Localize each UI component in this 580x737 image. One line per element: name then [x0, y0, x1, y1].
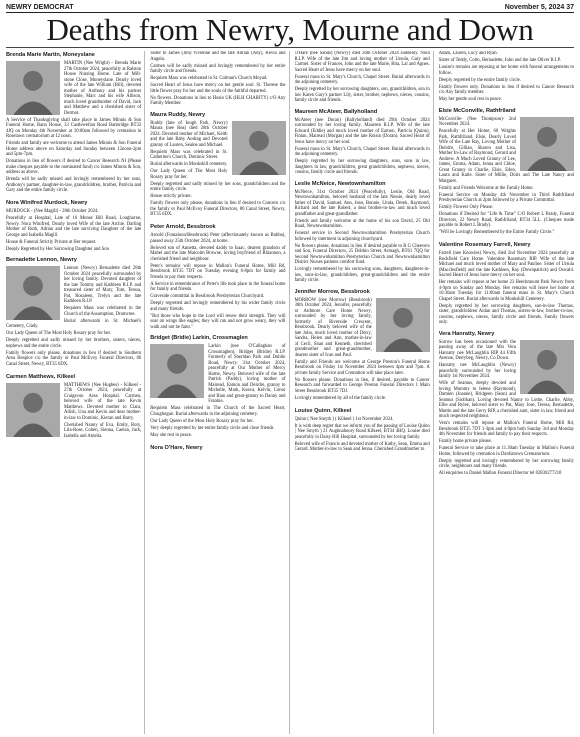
notice-text: Peacefully at Her Home, 60 Wrights Park, Rathfriland. Elsie, Dearly Loved Wife of the Late Ray, Loving Mother of Deirdre, Gillian, Sharon and Lisa, Mother In-Law of Raymond, Gerard and Andrew. A Much Loved Granny of Lee, James, Emma, Adam, Jenna and Chloe, Great Granny to Charlie, Elsie, Eden, Laura and Katie. Sister of Millie, Doris and The Late Nancy and Margaret.: [438, 129, 574, 184]
notice-text: Our Lady Queen of The Most Holy Rosary pray for her.: [150, 169, 228, 180]
notice-text: Lennon (Newry) Bernadette died 28th October 2024 peacefully surrounded by her loving family. Devoted daughter of the late Tommy and Kathleen R.I.P. and treasured sister of Mary, Tom, Teresa, Pat, Rosaleen, Trelyn and the late Kathleen R.I.P.: [64, 266, 142, 304]
notice-text: Friends and family are welcome to attend James Minnis & Son Funeral Home address above on Saturday and Sunday between 12noon-2pm and 5pm-7pm.: [6, 141, 142, 157]
obituary-notice: [439, 51, 574, 103]
notice-name: Bernadette Lennon, Newry: [6, 257, 77, 263]
notice-text: Beloved son of Annetta, devoted daddy to Isaac, dearest grandson of Mabel and the late Malcolm Browne, loving boyfriend of Rhiannon, a cherished friend and neighbour.: [150, 245, 286, 262]
obituary-notice: [150, 444, 285, 452]
notice-name: Vera Hanratty, Newry: [438, 330, 495, 337]
obituary-notice: [6, 199, 141, 252]
obituary-notice: [6, 373, 141, 441]
notice-text: MURDOCK - (Nee Magill) - 28th October 2024.: [6, 209, 99, 214]
notice-text: Lovingly remembered by his sorrowing sons, daughters, daughters-in-law, sons-in-law, grandchildren, great-grandchildren and the entire family circle.: [294, 267, 430, 283]
notice-text: Peter's remains will repose in Mallon's Funeral Home, Mill Rd, Bessbrook BT35 7DT on Tuesday evening 6-8pm for family and friends to pay their respects.: [150, 263, 286, 280]
page-number: 37: [566, 4, 574, 11]
notice-text: Deeply Regretted by Her Sorrowing Daughter and Son: [6, 246, 109, 252]
notice-text: Very deeply regretted by her entire family circle and close friends.: [150, 425, 275, 431]
notice-text: Carmen will be sadly missed and lovingly remembered by her entire family circle and friends.: [150, 63, 286, 74]
notice-text: Deeply regretted and lovingly remembered by his wider family circle and many friends.: [150, 301, 286, 312]
notice-text: May her gentle soul rest in peace.: [438, 97, 502, 102]
obituary-columns: [6, 51, 574, 734]
notice-text: Requiem Mass was celebrated in the Church of the Assumption, Drumcree.: [64, 306, 142, 317]
notice-text: O'Hare (nee Sands) (Newry) died 26th October 2024 suddenly. Nora R.I.P. Wife of the late Jim and loving mother of Ursula, Gary and Carmel. Sister of Frances, John and the late Marie, Rita, Lal and Agnes. Sacred Heart of Jesus have mercy on her soul.: [294, 51, 430, 73]
notice-name: Bridget (Bridie) Larkin, Crossmaglen: [150, 335, 248, 341]
obituary-notice: [6, 256, 141, 369]
page-headline: Deaths from Newry, Mourne and Down: [6, 13, 574, 48]
notice-text: Quinn ( Nee Smyth ) ( Kilkeel ) 1st November 2024.: [294, 416, 394, 422]
notice-text: Deeply regretted and lovingly remembered by her sorrowing family circle, neighbours and many friends.: [438, 458, 574, 469]
notice-text: Sister of Teddy, Colm, Bernadette, John and the late Oliver R.I.P.: [438, 58, 561, 63]
notice-text: McNeice, 31st October 2024 (Peacefully), Leslie, Old Road, Newtownhamilton, beloved husband of the late Nessie, dearly loved father of David, Samuel, Ann, Jean, Bonnie, Linda, Derek, Raymond, Richard and the late Robert, a dear brother-in-law and much loved grandfather and great-grandfather.: [294, 189, 430, 217]
notice-text: Family flowers only please, donations in lieu if desired to Southern Area Hospice c/o the family or Paul McEvoy Funeral Directors, 80 Canal Street, Newry, BT35 6DX.: [6, 350, 142, 367]
notice-text: Cherished Nanny of Eva, Emily, Rory, Lila-Rose, Cohen, Sienna, Caelan, Jack, Isabella and Amelia.: [64, 422, 142, 439]
portrait-photo: [376, 298, 430, 352]
notice-name: Jennifer Morrow, Bessbrook: [294, 288, 370, 295]
issue-date: November 5, 2024: [504, 4, 565, 11]
notice-text: McAteer (nee Doran) (Ballyholland) died 29th October 2024 surrounded by her loving family. Maureen R.I.P. Wife of the late Edward (Eddie) and much loved mother of Eamon, Patricia (Quinn), Fintan, Mairead (Morgan) and the late Roisin (Doran). Sacred Heart of Jesus have mercy on her soul.: [294, 117, 430, 145]
notice-text: Our Lady Queen of the Most Holy Rosary pray for her.: [150, 418, 254, 424]
notice-text: Ruddy (late of Iough Park, Newry) Maura (nee Rea) died 28th October 2024. Devoted mother of Michael, Keith and the late Baby Aodrag and Devoted granny of Lauren, Seaine and Michael.: [150, 120, 228, 148]
notice-text: Our Lady Queen of The Most Holy Rosary pray for her.: [6, 331, 111, 336]
obituary-notice: [150, 223, 285, 330]
obituary-notice: [439, 330, 574, 479]
notice-name: Peter Arnold, Bessbrook: [150, 224, 216, 230]
notice-text: Sacred Heart of Jesus have mercy on her gentle soul. St. Therese the little flower pray for her and the souls of the faithful departed.: [150, 83, 286, 94]
obituary-notice: [150, 111, 285, 220]
obituary-notice: [295, 407, 430, 453]
notice-name: Maureen McAteer, Ballyholland: [294, 108, 378, 115]
notice-name: Carmen Matthews, Kilkeel: [6, 373, 76, 380]
notice-name: Elsie McConville, Rathfriland: [438, 107, 516, 114]
notice-text: Her remains will repose at her home 23 Beechmount Park Newry from 4-9pm on Sunday and Monday. Her remains will leave her home at 10:30am Tuesday for 11:00am funeral mass in St. Mary's Church Chapel Street. Burial afterwards in Monkshill Cemetery.: [438, 280, 574, 302]
notice-text: Graveside committal in Bessbrook Presbyterian Churchyard.: [150, 294, 265, 299]
notice-text: Friends and family welcome at the home of his son David, 25 Old Road, Newtownhamilton.: [294, 218, 430, 229]
notice-text: No flowers please. Donations in lieu, if desired, payable to Cancer Research and forwarded to George Preston Funeral Directors 1 Main Street Bessbrook BT35 7DJ.: [294, 377, 430, 394]
notice-text: Family and Friends Welcome at the Family Home.: [438, 185, 534, 191]
notice-text: It is with deep regret that we inform you of the passing of Louise Quinn ( Nee Smyth ) 21 Aughnahoory Road Kilkeel, BT34 4HQ. Louise died peacefully in Daisy Hill Hospital, surrounded by her loving family.: [294, 423, 430, 440]
notice-text: Arnold (Fontaloon/Bessbrook) Peter (affectionately known as Bubba), passed away 25th October 2024, at home.: [150, 233, 286, 244]
notice-text: No flowers. Donations in lieu to Hosio UK (HLH CHARITY) c/O Any Family Member.: [150, 95, 286, 106]
notice-text: Family Flowers Only Please.: [438, 205, 494, 210]
notice-text: MATTHEWS (Nee Hughes) - Kilkeel - 27th October 2024, peacefully at Craigavon Area Hospital. Carmen, beloved wife of the late Kevin Matthews. Devoted mother to Ciara, Ailish, Una and Kevin and dear mother-in-law to Dominic, Kieran and Barry.: [64, 382, 142, 421]
notice-name: Maura Ruddy, Newry: [150, 111, 206, 118]
paper-name: NEWRY DEMOCRAT: [6, 4, 74, 11]
notice-text: Requiem Mass was celebrated in St. Catherine's Church, Dominic Street.: [150, 149, 228, 160]
notice-text: A Service of Thanksgiving shall take place in James Minnis & Son Funeral Home, Bann House, 33 Castlewellan Road Banbridge BT32 4JQ on Monday 4th November at 10:00am followed by cremation in Roselawn crematorium at 12 noon.: [6, 117, 142, 139]
notice-text: Burial afterwards in Monkshill cemetery.: [150, 162, 228, 167]
notice-text: Donations in lieu of flowers if desired to Cancer Research NI (Please make cheques payable to the nominated fund) c/o James Minnis & Son, address as above.: [6, 159, 142, 175]
notice-text: Peacefully at Hospital, Late of 16 Monse Hill Road, Loughorne, Newry. Nora Winifred, Dearly loved Wife of the late Archie. Darling Mother of Ruth, Adrian and the late surviving Daughter of the late George and Isabella Magill.: [6, 216, 142, 238]
notice-text: Brenda will be sadly missed and lovingly remembered by her sons, Anthony's partner, daughter-in-law, grandchildren, brother, Patricia and Gary and the entire family circle.: [6, 177, 142, 193]
notice-name: Nora O'Hare, Newry: [150, 444, 203, 451]
column-4: [439, 51, 574, 734]
notice-name: Leslie McNeice, Newtownhamilton: [294, 180, 386, 187]
notice-text: Requiem Mass celebrated in The Church of the Sacred Heart, Cloughogue. Burial afterwards in the adjoining cemetery.: [150, 406, 286, 417]
notice-text: Lovingly remembered by all of the family circle.: [294, 395, 387, 401]
portrait-photo: [6, 61, 60, 115]
notice-text: No flowers please, donations in lieu if desired payable to R G Cheevers and Son, Funeral Directors, 25 Dobbin Street, Armagh, BT61 7QQ for Second Newtownhamilton Presbyterian Church and Newtownhamilton District Nurses patients comfort fund.: [294, 243, 430, 265]
notice-text: Sorrow has been occasioned with the passing away of the late Mrs Vera Hanratty nee McLaughlin RIP 44 Fifth Avenue, Derrybeg, Newry, Co Down.: [438, 339, 516, 361]
obituary-notice: [295, 180, 430, 284]
notice-text: Farrell (nee Knowles) Newry, died 2nd November 2024 peacefully at Rockfield Care Home. Valentine Rosemary RIP. Wife of the late Michael and much loved mother of Mary and Pauline. Sister of Ursula (Macclesfield) and the late Kathleen, Ray (Downpatrick) and Oswald. Sacred Heart of Jesus have mercy on her soul.: [438, 251, 574, 278]
column-1: [6, 51, 145, 734]
notice-text: Funeral mass in St. Mary's Church, Chapel Street. Burial afterwards in the adjoining cemetery.: [294, 74, 430, 85]
notice-text: May she rest in peace.: [150, 432, 193, 438]
notice-text: Vera's remains will repose at Mallon's Funeral Home, Mill Rd, Bessbrook BT35 7DT 1-3pm and 4-9pm both Sunday 3rd and Monday 4th November for friends and family to pay their respects.: [438, 421, 574, 437]
notice-text: Family flowers only. Donations in lieu if desired to Cancer Research c/o Any family member.: [438, 84, 574, 95]
obituary-notice: [6, 51, 141, 195]
obituary-notice: [439, 241, 574, 326]
notice-text: Family and Friends are welcome at George Preston's Funeral Home Bessbrook on Friday 1st November 2024 between 4pm and 7pm. A private family Service and Cremation will take place later.: [294, 359, 430, 376]
notice-text: Funeral Service on Monday 4th November in Third Rathfriland Presbyterian Church at 2pm followed by a Private Committal.: [438, 192, 574, 203]
notice-name: Brenda Marie Martin, Moneyslane: [6, 52, 95, 58]
notice-text: Hanratty nee McLaughlin (Newry) peacefully surrounded by her loving family 1st November 2024.: [438, 363, 516, 379]
obituary-notice: [439, 107, 574, 238]
column-2: [150, 51, 289, 734]
notice-text: MARTIN (Nee Wright) - Brenda Marie 27th October 2024, peacefully at Ralston House Nursing Home. Late of Mill-stone Close, Moneyslane. Dearly loved wife of the late William (Bill), devoted mother of Anthony and his partner Stephanie, Marc and his wife Allison, much loved grandmother of David, Jack and Matthew and a cherished sister of Dermot.: [64, 61, 142, 116]
notice-text: House & Funeral Strictly Private at Her request.: [6, 239, 97, 245]
obituary-notice: [295, 288, 430, 403]
notice-name: Valentine Rosemary Farrell, Newry: [438, 242, 531, 248]
notice-text: Deeply regretted by the entire family circle.: [438, 77, 521, 83]
notice-text: Larkin (nee O'Callaghan of Crossmaglen), Bridget (Bridie) R.I.P. Formerly of Sheridan Park and Dublin Road, Newry. 31st October 2024, peacefully at Our Mother of Mercy Home, Newry. Beloved wife of the late Patrick (Paddy), loving mother of Mairead, Eamon and Deirdre, granny to Michelle, Mark, Keava, Kelvin, Conor and Rian and great-granny to Danny and Frankie.: [208, 344, 286, 404]
notice-text: Requiem Mass was celebrated in St. Colman's Church Moyad.: [150, 76, 268, 81]
notice-text: All enquiries to Daniel Mallon Funeral Director tel 02830277210: [438, 471, 562, 476]
portrait-photo: [520, 117, 574, 171]
column-3: [295, 51, 434, 734]
portrait-photo: [6, 383, 60, 437]
notice-text: Beloved wife of Francis and devoted mother of Kathy, Sean, Emma and Gerard. Mother-in-law to Sean and Jenna. Cherished Grandmother to: [294, 441, 430, 452]
notice-text: Burial afterwards in St. Michael's Cemetery, Clady.: [6, 318, 142, 329]
notice-text: Funeral Service to take place at 11.30am Tuesday in Mallon's Funeral Home, followed by cremation in Dardistown Crematorium.: [438, 446, 574, 457]
notice-text: Sister to James (Jim) Vivienne and the late Adrian (Ady), Kevin and Angela.: [150, 51, 286, 62]
notice-text: Deeply regretted by her sorrowing daughters, sons, sons in law, daughters in law, grandchildren, great grandchildren, nephews, nieces, cousins, family circle and friends.: [294, 159, 430, 175]
notice-name: Nora Winifred Murdock, Newry: [6, 200, 88, 206]
obituary-notice: [295, 108, 430, 176]
portrait-photo: [232, 121, 286, 175]
notice-text: Deeply regretted and sadly missed by her brothers, sisters, nieces, nephews and the entire circle.: [6, 338, 142, 349]
notice-text: MORROW (nee Morrow) (Bessbrook) 30th October 2024, Jennifer, peacefully at Ardmore Care Home Newry, surrounded by her loving family, formerly of Riverside Crescent, Bessbrook. Dearly beloved wife of the late John, much loved mother of Derry, Sandra, Helen and Ann, mother-in-law of Cecil, Shan and Kenneth, cherished grandmother and great-grandmother, dearest sister of Ivan and Paul.: [294, 297, 372, 358]
notice-text: Adam, Lauren, Lucy and Ryan.: [438, 51, 498, 56]
notice-text: A Service in remembrance of Peter's life took place in the funeral home for family and friends.: [150, 281, 286, 292]
notice-text: Family flowers only please, donations in lieu if desired to Concern c/o the family or Paul McEvoy Funeral Directors, 80 Canal Street, Newry, BT35 6DX.: [150, 201, 286, 217]
notice-text: Deeply regretted by her sorrowing daughters, son-in-law Thomas, sister, grandchildren Aidan and Thomas, sisters-in-law, brother-in-law, cousins, nephews, nieces, family circle and friends. Family flowers only.: [438, 303, 574, 325]
notice-text: Deeply regretted and sadly missed by her sons, grandchildren and the entire family circle.: [150, 181, 286, 192]
notice-text: Family home private please.: [438, 439, 492, 444]
notice-text: Funeral service in Second Newtownhamilton Presbyterian Church followed by interment in adjoining churchyard.: [294, 231, 430, 242]
notice-text: Wife of Seamus, deeply devoted and loving Mummy to Ielene (Raymond), Damien (Joanne), Bridgeen (Sean) and Seamus (Siobhan). Loving devoted Nanny to Lottie, Charlie, Abby, Ellie and Rylee, beloved sister to Pat, Mary Jose, Teresa, Bernadette, Martin and the late Gerry RIP, a cherished aunt, sister in law, friend and much respected neighbour.: [438, 381, 574, 419]
notice-text: "Will be Lovingly Remembered by the Entire Family Circle.": [438, 230, 555, 235]
portrait-photo: [150, 344, 204, 398]
issue-info: [505, 4, 574, 11]
notice-text: Donations if Desired for "Life & Time" C/O Robert L Brady, Funeral Directors, 22 Newry Road, Rathfriland, BT34 5LL. (Cheques made payable to Robert L Brady).: [438, 212, 574, 228]
notice-text: Louise's remains are reposing at her home with funeral arrangements to follow.: [438, 65, 574, 76]
notice-text: Deeply regretted by her sorrowing daughters, son, grandchildren, son in law Karen Gary's partner Lily, sister, brother, nephews, nieces, cousins, family circle and friends.: [294, 87, 430, 103]
obituary-notice: [150, 51, 285, 107]
notice-name: Louise Quinn, Kilkeel: [294, 407, 352, 414]
portrait-photo: [6, 266, 60, 320]
notice-text: House strictly private.: [150, 194, 192, 199]
notice-text: "But those who hope in the Lord will renew their strength. They will soar on wings like eagles; they will run and not grow weary, they will walk and not be faint.": [150, 313, 286, 330]
obituary-notice: [150, 334, 285, 440]
obituary-notice: [295, 51, 430, 104]
portrait-photo: [520, 340, 574, 394]
notice-text: McConville- (Nee Thompson)- 2nd November 2024.: [438, 116, 516, 127]
notice-text: Funeral mass in St. Mary's Church, Chapel Street. Burial afterwards in the adjoining cemetery.: [294, 146, 430, 157]
